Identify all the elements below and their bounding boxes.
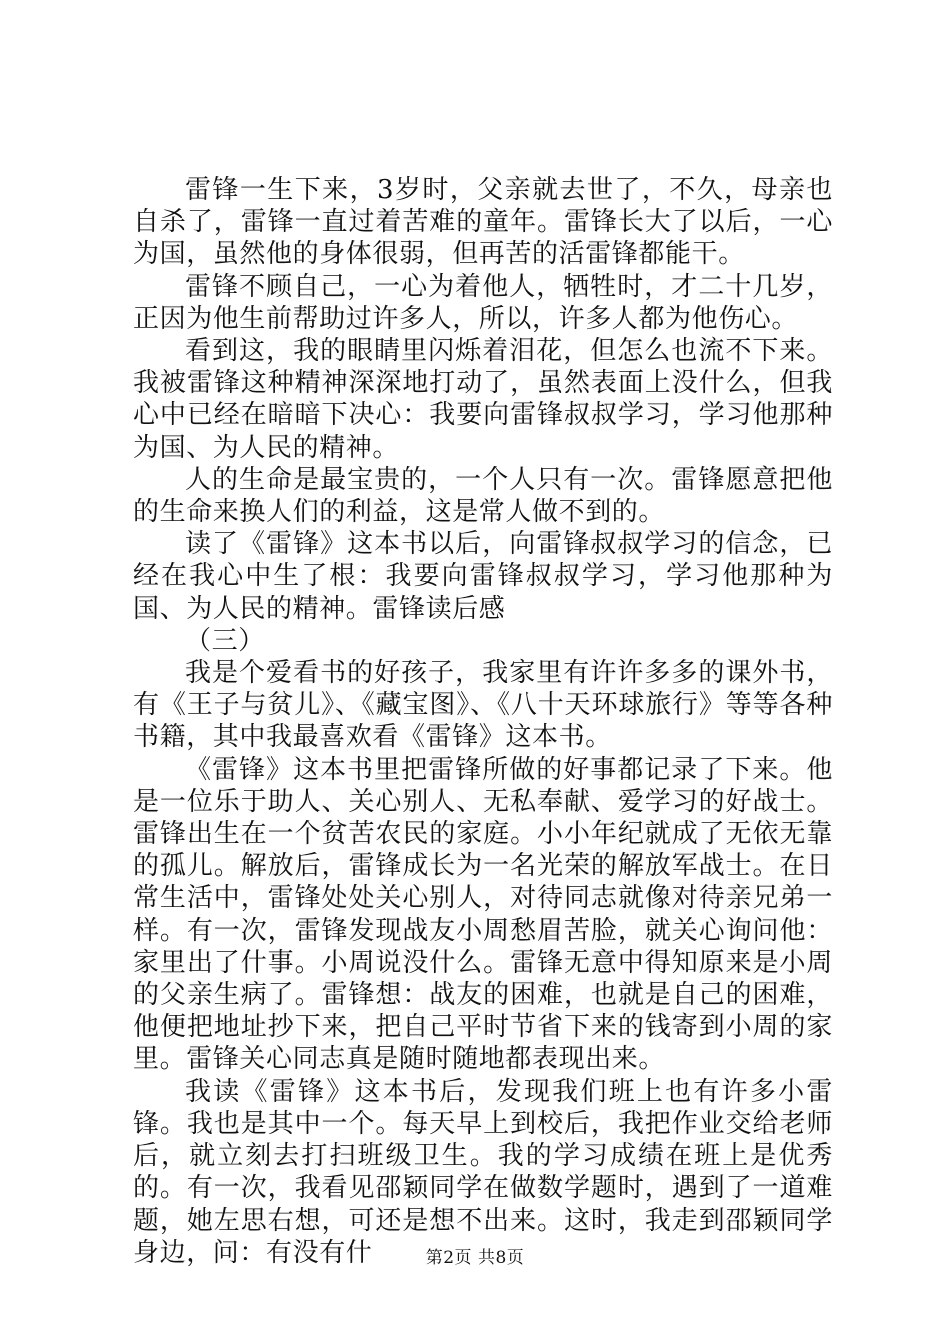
paragraph-6: 我是个爱看书的好孩子，我家里有许许多多的课外书，有《王子与贫儿》、《藏宝图》、《八十天环球旅行》等等各种书籍，其中我最喜欢看《雷锋》这本书。 [133,658,833,753]
page-number-footer: 第2页 共8页 [425,1248,525,1268]
paragraph-7: 《雷锋》这本书里把雷锋所做的好事都记录了下来。他是一位乐于助人、关心别人、无私奉献、爱学习的好战士。雷锋出生在一个贫苦农民的家庭。小小年纪就成了无依无靠的孤儿。解放后，雷锋成长为一名光荣的解放军战士。在日常生活中，雷锋处处关心别人，对待同志就像对待亲兄弟一样。有一次，雷锋发现战友小周愁眉苦脸，就关心询问他：家里出了什事。小周说没什么。雷锋无意中得知原来是小周的父亲生病了。雷锋想：战友的困难，也就是自己的困难，他便把地址抄下来，把自己平时节省下来的钱寄到小周的家里。雷锋关心同志真是随时随地都表现出来。 [133,754,833,1075]
document-body [133,174,833,1269]
paragraph-3: 看到这，我的眼睛里闪烁着泪花，但怎么也流不下来。我被雷锋这种精神深深地打动了，虽然表面上没什么，但我心中已经在暗暗下决心：我要向雷锋叔叔学习，学习他那种为国、为人民的精神。 [133,336,833,463]
paragraph-1: 雷锋一生下来，3岁时，父亲就去世了，不久，母亲也自杀了，雷锋一直过着苦难的童年。雷锋长大了以后，一心为国，虽然他的身体很弱，但再苦的活雷锋都能干。 [133,175,833,270]
section-heading: （三） [185,625,265,656]
paragraph-5: 读了《雷锋》这本书以后，向雷锋叔叔学习的信念，已经在我心中生了根：我要向雷锋叔叔学习，学习他那种为国、为人民的精神。雷锋读后感 [133,529,833,624]
paragraph-8: 我读《雷锋》这本书后，发现我们班上也有许多小雷锋。我也是其中一个。每天早上到校后，我把作业交给老师后，就立刻去打扫班级卫生。我的学习成绩在班上是优秀的。有一次，我看见邵颖同学在做数学题时，遇到了一道难题，她左思右想，可还是想不出来。这时，我走到邵颖同学身边，问：有没有什 [133,1076,833,1268]
paragraph-4: 人的生命是最宝贵的，一个人只有一次。雷锋愿意把他的生命来换人们的利益，这是常人做不到的。 [133,464,833,528]
paragraph-2: 雷锋不顾自己，一心为着他人，牺牲时，才二十几岁，正因为他生前帮助过许多人，所以，许多人都为他伤心。 [133,271,833,334]
